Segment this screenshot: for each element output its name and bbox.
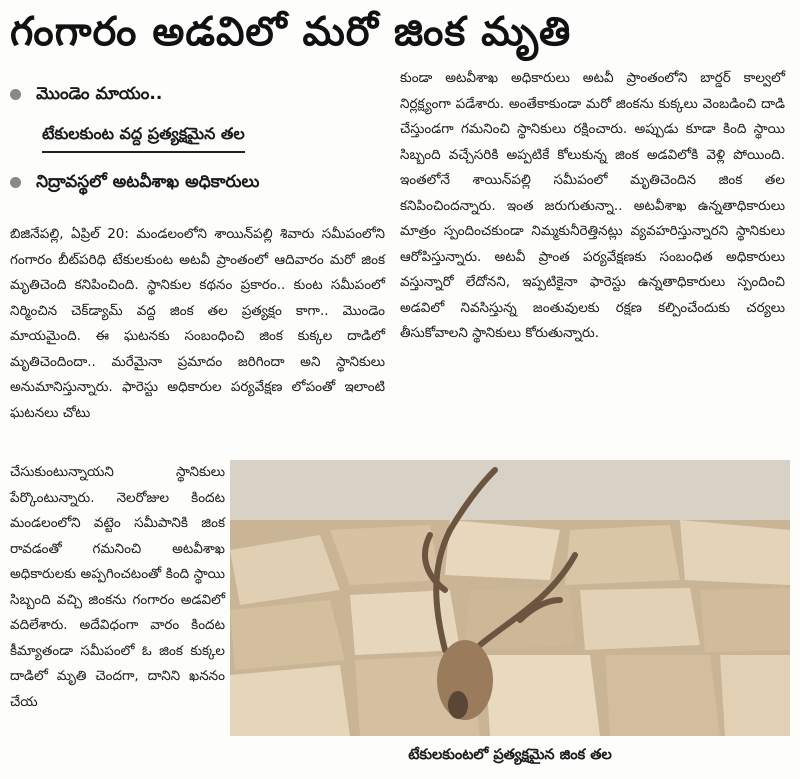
article-right-column: కుండా అటవీశాఖ అధికారులు అటవీ ప్రాంతంలోని బార్డర్ కాల్వలో నిర్లక్ష్యంగా పడేశారు. అంతేకాకుండా మరో జింకను కుక్కలు వెంబడించి దాడి చేస్తుండగా గమనించి స్థానికులు రక్షించారు. అప్పుడు కూడా కింది స్థాయి సిబ్బంది వచ్చేసరికి అప్పటికే కోలుకున్న జింక అడవిలోకి వెళ్లి పోయింది. ఇంతలోనే శాయిన్‌పల్లి సమీపంలో మృతిచెందిన జింక తల కనిపించిందన్నారు. ఇంత జరుగుతున్నా.. అటవీశాఖ ఉన్నతాధికారులు మాత్రం స్పందించకుండా నిమ్మకునీరెత్తినట్లు వ్యవహరిస్తున్నారని స్థానికులు ఆరోపిస్తున్నారు. అటవీ ప్రాంత పర్యవేక్షణకు సంబంధిత అధికారులు వస్తున్నారో లేదోనని, ఇప్పటికైనా ఫారెస్టు ఉన్నతాధికారులు స్పందించి అడవిలో నివసిస్తున్న జంతువులకు రక్షణ కల్పించేందుకు చర్యలు తీసుకోవాలని స్థానికులు కోరుతున్నారు.	[400, 70, 785, 341]
deck-item-1-text: మొండెం మాయం..	[36, 84, 163, 104]
article-left-column: బిజినేపల్లి, ఏప్రిల్ 20: మండలంలోని శాయిన్‌పల్లి శివారు సమీపంలోని గంగారం బీట్‌పరిధి టేకులకుంట అటవీ ప్రాంతంలో ఆదివారం మరో జింక మృతిచెంది కనిపించింది. స్థానికుల కథనం ప్రకారం.. కుంట సమీపంలో నిర్మించిన చెక్‌డ్యామ్ వద్ద జింక తల ప్రత్యక్షం కాగా.. మొండెం మాయమైంది. ఈ ఘటనకు సంబంధించి జింక కుక్కల దాడిలో మృతిచెందిందా.. మరేమైనా ప్రమాదం జరిగిందా అని స్థానికులు అనుమానిస్తున్నారు. ఫారెస్టు అధికారుల పర్యవేక్షణ లోపంతో ఇలాంటి ఘటనలు చోటు	[10, 226, 385, 421]
deck-item-1-sub	[10, 124, 380, 153]
bullet-icon	[10, 177, 21, 188]
wall-background	[230, 460, 790, 520]
photo-caption: టేకులకుంటలో ప్రత్యక్షమైన జింక తల	[408, 747, 612, 763]
deer-head-photo	[230, 460, 790, 736]
deck-item-1-subheading: టేకులకుంట వద్ద ప్రత్యక్షమైన తల	[42, 124, 245, 153]
article-narrow-column: చేసుకుంటున్నాయని స్థానికులు పేర్కొంటున్నారు. నెలరోజుల కిందట మండలంలోని వట్టెం సమీపానికి జింక రావడంతో గమనించి అటవీశాఖ అధికారులకు అప్పగించటంతో కింది స్థాయి సిబ్బంది వచ్చి జింకను గంగారం అడవిలో వదిలేశారు. అదేవిధంగా వారం కిందట కీమ్యాతండా సమీపంలో ఓ జింక కుక్కల దాడిలో మృతి చెందగా, దానిని ఖననం చేయ	[10, 464, 225, 710]
deck-item-1	[10, 84, 380, 108]
deck-item-2-text: నిద్రావస్థలో అటవీశాఖ అధికారులు	[36, 172, 260, 192]
bullet-icon	[10, 89, 21, 100]
headline: గంగారం అడవిలో మరో జింక మృతి	[10, 9, 572, 55]
photo-illustration	[230, 460, 790, 736]
deck-item-2	[10, 172, 380, 196]
stones	[230, 520, 790, 736]
